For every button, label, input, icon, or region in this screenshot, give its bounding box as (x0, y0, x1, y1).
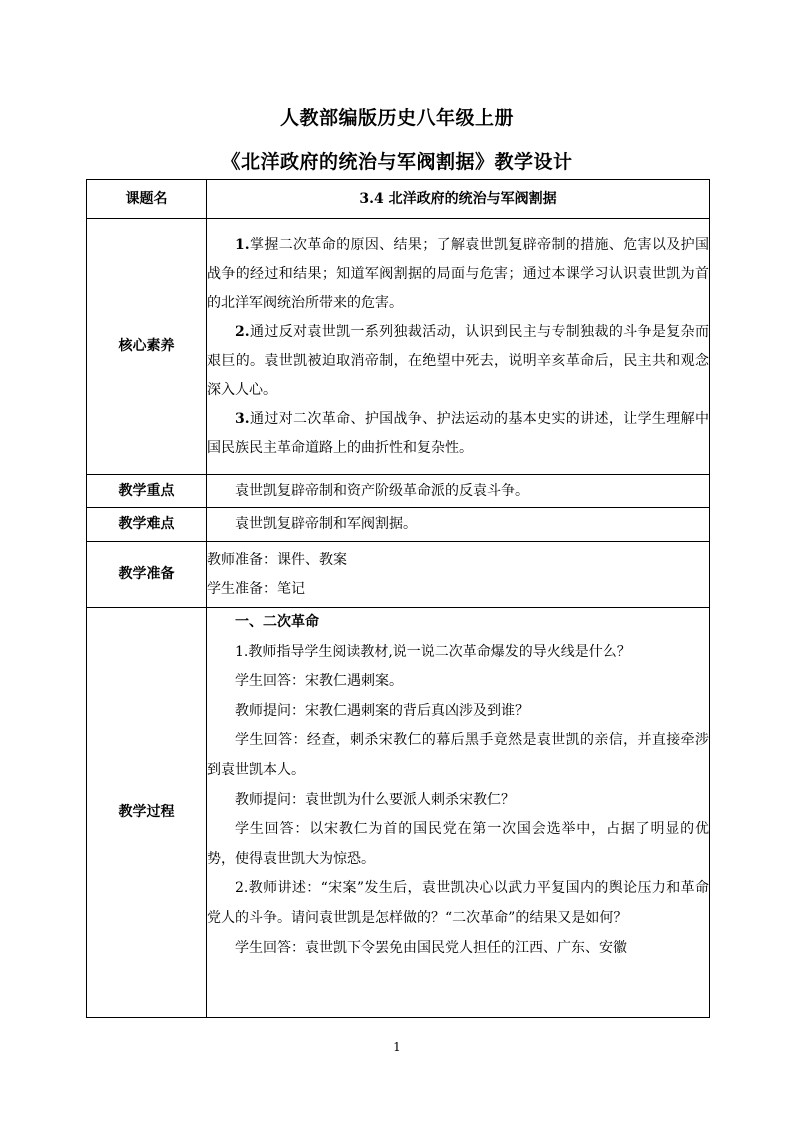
core-num-2: 2. (235, 323, 250, 340)
page-number: 1 (393, 1040, 401, 1054)
label-focus: 教学重点 (87, 475, 207, 508)
core-paragraph-3 (207, 405, 709, 463)
focus-text: 袁世凯复辟帝制和资产阶级革命派的反袁斗争。 (235, 482, 529, 499)
process-line: 教师提问：宋教仁遇刺案的背后真凶涉及到谁？ (235, 702, 529, 719)
process-line: 学生回答：经查，刺杀宋教仁的幕后黑手竟然是袁世凯的亲信，并直接牵涉到袁世凯本人。 (207, 732, 709, 778)
lesson-plan-table (86, 179, 710, 1018)
value-topic: 3.4 北洋政府的统治与军阀割据 (207, 180, 710, 219)
value-difficulty (207, 508, 710, 542)
core-num-1: 1. (235, 236, 250, 253)
value-prep (207, 542, 710, 608)
process-line: 学生回答：以宋教仁为首的国民党在第一次国会选举中，占据了明显的优势，使得袁世凯大为惊恐。 (207, 821, 709, 867)
row-focus (87, 475, 710, 508)
process-heading: 一、二次革命 (235, 614, 319, 630)
prep-student: 学生准备：笔记 (207, 580, 305, 597)
difficulty-text: 袁世凯复辟帝制和军阀割据。 (235, 516, 417, 532)
row-difficulty (87, 508, 710, 542)
core-num-3: 3. (235, 410, 250, 427)
process-line: 学生回答：宋教仁遇刺案。 (235, 673, 403, 690)
label-process: 教学过程 (87, 608, 207, 1018)
core-text-2: 通过反对袁世凯一系列独裁活动，认识到民主与专制独裁的斗争是复杂而艰巨的。袁世凯被迫取消帝制，在绝望中死去，说明辛亥革命后，民主共和观念深入人心。 (207, 323, 709, 398)
core-text-3: 通过对二次革命、护国战争、护法运动的基本史实的讲述，让学生理解中国民族民主革命道路上的曲折性和复杂性。 (207, 410, 709, 456)
label-topic: 课题名 (87, 180, 207, 219)
process-line: 教师提问：袁世凯为什么要派人刺杀宋教仁？ (235, 791, 515, 808)
value-focus (207, 475, 710, 508)
process-line: 2.教师讲述：“宋案”发生后，袁世凯决心以武力平复国内的舆论压力和革命党人的斗争。请问袁世凯是怎样做的？“二次革命”的结果又是如何？ (207, 880, 709, 926)
row-process (87, 608, 710, 1018)
row-topic (87, 180, 710, 219)
core-paragraph-2 (207, 318, 709, 405)
row-core (87, 219, 710, 475)
prep-teacher: 教师准备：课件、教案 (207, 551, 347, 568)
process-line: 1.教师指导学生阅读教材,说一说二次革命爆发的导火线是什么？ (235, 643, 631, 660)
process-line: 学生回答：袁世凯下令罢免由国民党人担任的江西、广东、安徽 (235, 939, 627, 956)
doc-title-line1: 人教部编版历史八年级上册 (279, 107, 514, 129)
label-prep: 教学准备 (87, 542, 207, 608)
label-difficulty: 教学难点 (87, 508, 207, 542)
doc-title-line2: 《北洋政府的统治与军阀割据》教学设计 (221, 151, 573, 173)
value-core (207, 219, 710, 475)
core-text-1: 掌握二次革命的原因、结果；了解袁世凯复辟帝制的措施、危害以及护国战争的经过和结果；知道军阀割据的局面与危害；通过本课学习认识袁世凯为首的北洋军阀统治所带来的危害。 (207, 236, 709, 311)
value-process (207, 608, 710, 1018)
row-prep (87, 542, 710, 608)
label-core: 核心素养 (87, 219, 207, 475)
core-paragraph-1 (207, 231, 709, 318)
